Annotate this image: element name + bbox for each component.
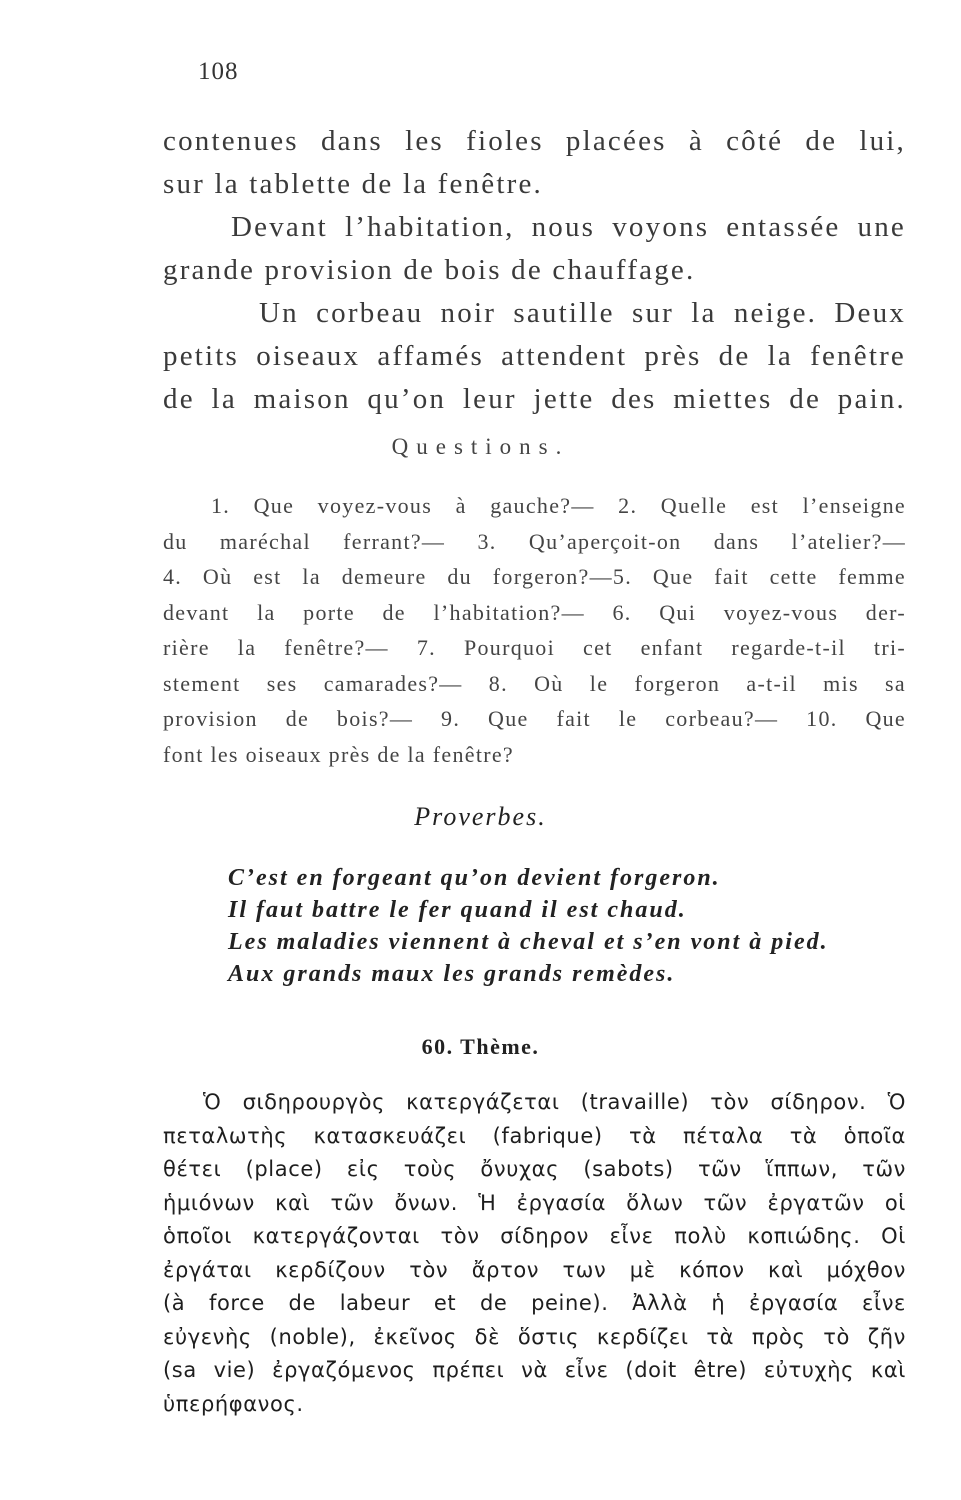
- page-number: 108: [198, 58, 239, 85]
- text-line: ὁποῖοι κατεργάζονται τὸν σίδηρον εἶνε πολὺ κοπιώδης. Οἱ: [163, 1224, 906, 1248]
- proverb-line: C’est en forgeant qu’on devient forgeron.: [228, 865, 721, 891]
- text-line: de la maison qu’on leur jette des miettes de pain.: [163, 383, 906, 415]
- questions-paragraph: [163, 488, 906, 772]
- text-line: devant la porte de l’habitation?— 6. Qui voyez-vous der-: [163, 599, 906, 625]
- proverb-line: Les maladies viennent à cheval et s’en vont à pied.: [228, 929, 829, 955]
- text-line: ἡμιόνων καὶ τῶν ὄνων. Ἡ ἐργασία ὅλων τῶν ἐργατῶν οἱ: [163, 1190, 906, 1215]
- text-line: ὑπερήφανος.: [163, 1391, 304, 1416]
- text-line: (sa vie) ἐργαζόμενος πρέπει νὰ εἶνε (doit être) εὐτυχὴς καὶ: [163, 1358, 906, 1382]
- text-line: πεταλωτὴς κατασκευάζει (fabrique) τὰ πέταλα τὰ ὁποῖα: [163, 1123, 906, 1148]
- text-line: sur la tablette de la fenêtre.: [163, 168, 544, 200]
- greek-paragraph: [163, 1086, 906, 1421]
- text-line: θέτει (place) εἰς τοὺς ὄνυχας (sabots) τῶν ἵππων, τῶν: [163, 1157, 906, 1181]
- text-line: rière la fenêtre?— 7. Pourquoi cet enfant regarde-t-il tri-: [163, 635, 906, 660]
- proverbs-heading: Proverbes.: [414, 802, 547, 831]
- text-line: εὐγενὴς (noble), ἐκεῖνος δὲ ὅστις κερδίζει τὰ πρὸς τὸ ζῆν: [163, 1324, 906, 1349]
- proverb-line: Aux grands maux les grands remèdes.: [228, 961, 676, 987]
- intro-paragraph: [163, 120, 906, 421]
- text-line: (à force de labeur et de peine). Ἀλλὰ ἡ ἐργασία εἶνε: [163, 1291, 906, 1315]
- text-line: Un corbeau noir sautille sur la neige. Deux: [259, 297, 906, 329]
- text-line: font les oiseaux près de la fenêtre?: [163, 741, 514, 767]
- text-line: 1. Que voyez-vous à gauche?— 2. Quelle est l’enseigne: [211, 493, 906, 518]
- text-line: du maréchal ferrant?— 3. Qu’aperçoit-on dans l’atelier?—: [163, 528, 906, 554]
- text-line: ἐργάται κερδίζουν τὸν ἄρτον των μὲ κόπον καὶ μόχθον: [163, 1257, 906, 1282]
- questions-heading: Questions.: [391, 434, 570, 459]
- text-line: provision de bois?— 9. Que fait le corbeau?— 10. Que: [163, 706, 906, 731]
- proverbs-list: [228, 862, 829, 990]
- theme-heading: 60. Thème.: [421, 1034, 540, 1059]
- text-line: Devant l’habitation, nous voyons entassée une: [231, 211, 906, 243]
- text-line: stement ses camarades?— 8. Où le forgeron a-t-il mis sa: [163, 670, 906, 696]
- proverb-line: Il faut battre le fer quand il est chaud.: [228, 897, 687, 923]
- text-line: grande provision de bois de chauffage.: [163, 254, 696, 286]
- text-line: petits oiseaux affamés attendent près de la fenêtre: [163, 340, 906, 372]
- text-line: contenues dans les fioles placées à côté de lui,: [163, 125, 906, 157]
- text-line: Ὁ σιδηρουργὸς κατεργάζεται (travaille) τὸν σίδηρον. Ὁ: [203, 1090, 906, 1114]
- text-line: 4. Où est la demeure du forgeron?—5. Que fait cette femme: [163, 564, 906, 589]
